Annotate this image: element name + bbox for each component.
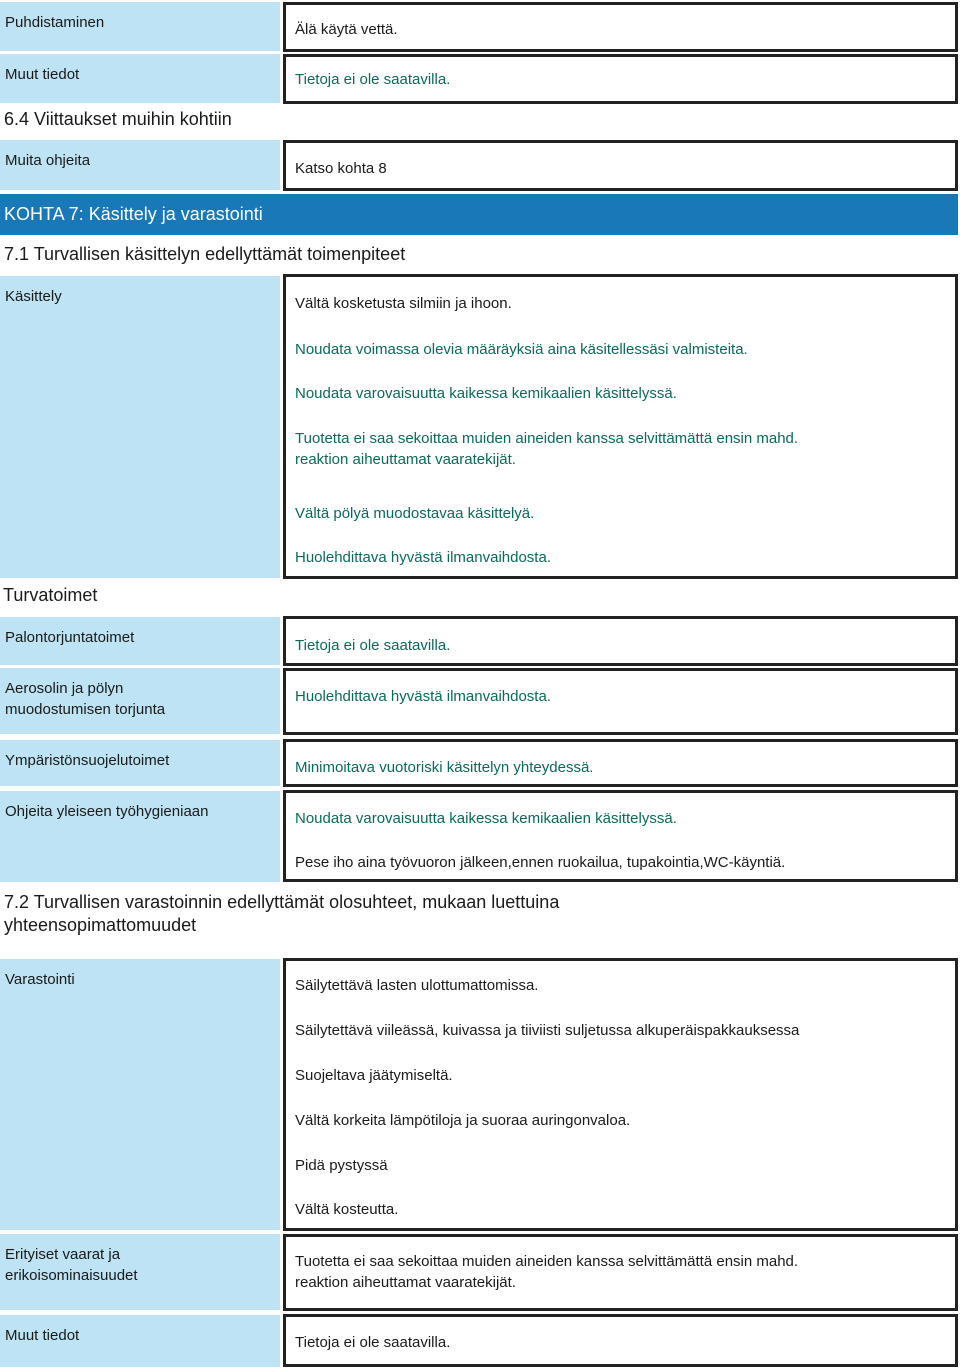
label-muut-tiedot: Muut tiedot xyxy=(0,54,280,103)
value-line: Pese iho aina työvuoron jälkeen,ennen ruokailua, tupakointia,WC-käyntiä. xyxy=(295,854,786,871)
heading-turvatoimet: Turvatoimet xyxy=(3,585,98,605)
value-line: Säilytettävä viileässä, kuivassa ja tiiviisti suljetussa alkuperäispakkauksessa xyxy=(295,1022,800,1039)
section-header-7: KOHTA 7: Käsittely ja varastointi xyxy=(0,194,958,235)
subsection-line: yhteensopimattomuudet xyxy=(4,915,197,935)
value-aerosolin xyxy=(283,668,958,735)
value-line: Noudata voimassa olevia määräyksiä aina käsitellessäsi valmisteita. xyxy=(295,341,748,358)
value-line: Huolehdittava hyvästä ilmanvaihdosta. xyxy=(295,549,551,566)
value-line: Tuotetta ei saa sekoittaa muiden aineiden kanssa selvittämättä ensin mahd. xyxy=(295,1253,799,1270)
value-muut-tiedot-2 xyxy=(283,1314,958,1367)
value-line: Vältä kosketusta silmiin ja ihoon. xyxy=(295,295,512,312)
value-text: Katso kohta 8 xyxy=(295,160,387,177)
label-line: muodostumisen torjunta xyxy=(5,701,166,718)
label-aerosolin xyxy=(0,668,280,734)
label-palontorjuntatoimet: Palontorjuntatoimet xyxy=(0,617,280,665)
value-line: Säilytettävä lasten ulottumattomissa. xyxy=(295,977,539,994)
value-text: Minimoitava vuotoriski käsittelyn yhteydessä. xyxy=(295,759,594,776)
value-line: Vältä pölyä muodostavaa käsittelyä. xyxy=(295,505,535,522)
value-text: Tietoja ei ole saatavilla. xyxy=(295,637,451,654)
label-puhdistaminen: Puhdistaminen xyxy=(0,2,280,51)
value-ymparistonsuojelutoimet xyxy=(283,739,958,787)
label-kasittely: Käsittely xyxy=(0,276,280,578)
label-line: Erityiset vaarat ja xyxy=(5,1246,121,1263)
value-text: Huolehdittava hyvästä ilmanvaihdosta. xyxy=(295,688,551,705)
value-varastointi xyxy=(283,958,958,1231)
label-line: erikoisominaisuudet xyxy=(5,1267,138,1284)
label-erityiset-vaarat xyxy=(0,1234,280,1310)
value-erityiset-vaarat xyxy=(283,1234,958,1311)
subsection-line: 7.2 Turvallisen varastoinnin edellyttämät olosuhteet, mukaan luettuina xyxy=(4,892,560,912)
value-muita-ohjeita xyxy=(283,140,958,191)
value-line: Noudata varovaisuutta kaikessa kemikaalien käsittelyssä. xyxy=(295,810,677,827)
value-line: Pidä pystyssä xyxy=(295,1157,388,1174)
value-text: Tietoja ei ole saatavilla. xyxy=(295,1334,451,1351)
value-puhdistaminen xyxy=(283,2,958,52)
label-muita-ohjeita: Muita ohjeita xyxy=(0,140,280,190)
value-line: Vältä kosteutta. xyxy=(295,1201,399,1218)
value-line: reaktion aiheuttamat vaaratekijät. xyxy=(295,1274,516,1291)
label-varastointi: Varastointi xyxy=(0,959,280,1230)
value-muut-tiedot xyxy=(283,54,958,104)
subsection-7-1: 7.1 Turvallisen käsittelyn edellyttämät toimenpiteet xyxy=(4,244,406,264)
value-palontorjuntatoimet xyxy=(283,616,958,666)
label-ymparistonsuojelutoimet: Ympäristönsuojelutoimet xyxy=(0,740,280,786)
label-muut-tiedot-2: Muut tiedot xyxy=(0,1315,280,1367)
value-line: Vältä korkeita lämpötiloja ja suoraa auringonvaloa. xyxy=(295,1112,631,1129)
value-text: Tietoja ei ole saatavilla. xyxy=(295,71,451,88)
value-line: Noudata varovaisuutta kaikessa kemikaalien käsittelyssä. xyxy=(295,385,677,402)
label-line: Aerosolin ja pölyn xyxy=(5,680,124,697)
value-kasittely xyxy=(283,274,958,579)
subsection-6-4: 6.4 Viittaukset muihin kohtiin xyxy=(4,109,232,129)
label-tyohygienia: Ohjeita yleiseen työhygieniaan xyxy=(0,791,280,882)
value-text: Älä käytä vettä. xyxy=(295,21,398,38)
value-tyohygienia xyxy=(283,790,958,882)
value-line: reaktion aiheuttamat vaaratekijät. xyxy=(295,451,516,468)
subsection-7-2 xyxy=(4,891,559,937)
value-line: Tuotetta ei saa sekoittaa muiden aineiden kanssa selvittämättä ensin mahd. xyxy=(295,430,799,447)
value-line: Suojeltava jäätymiseltä. xyxy=(295,1067,453,1084)
